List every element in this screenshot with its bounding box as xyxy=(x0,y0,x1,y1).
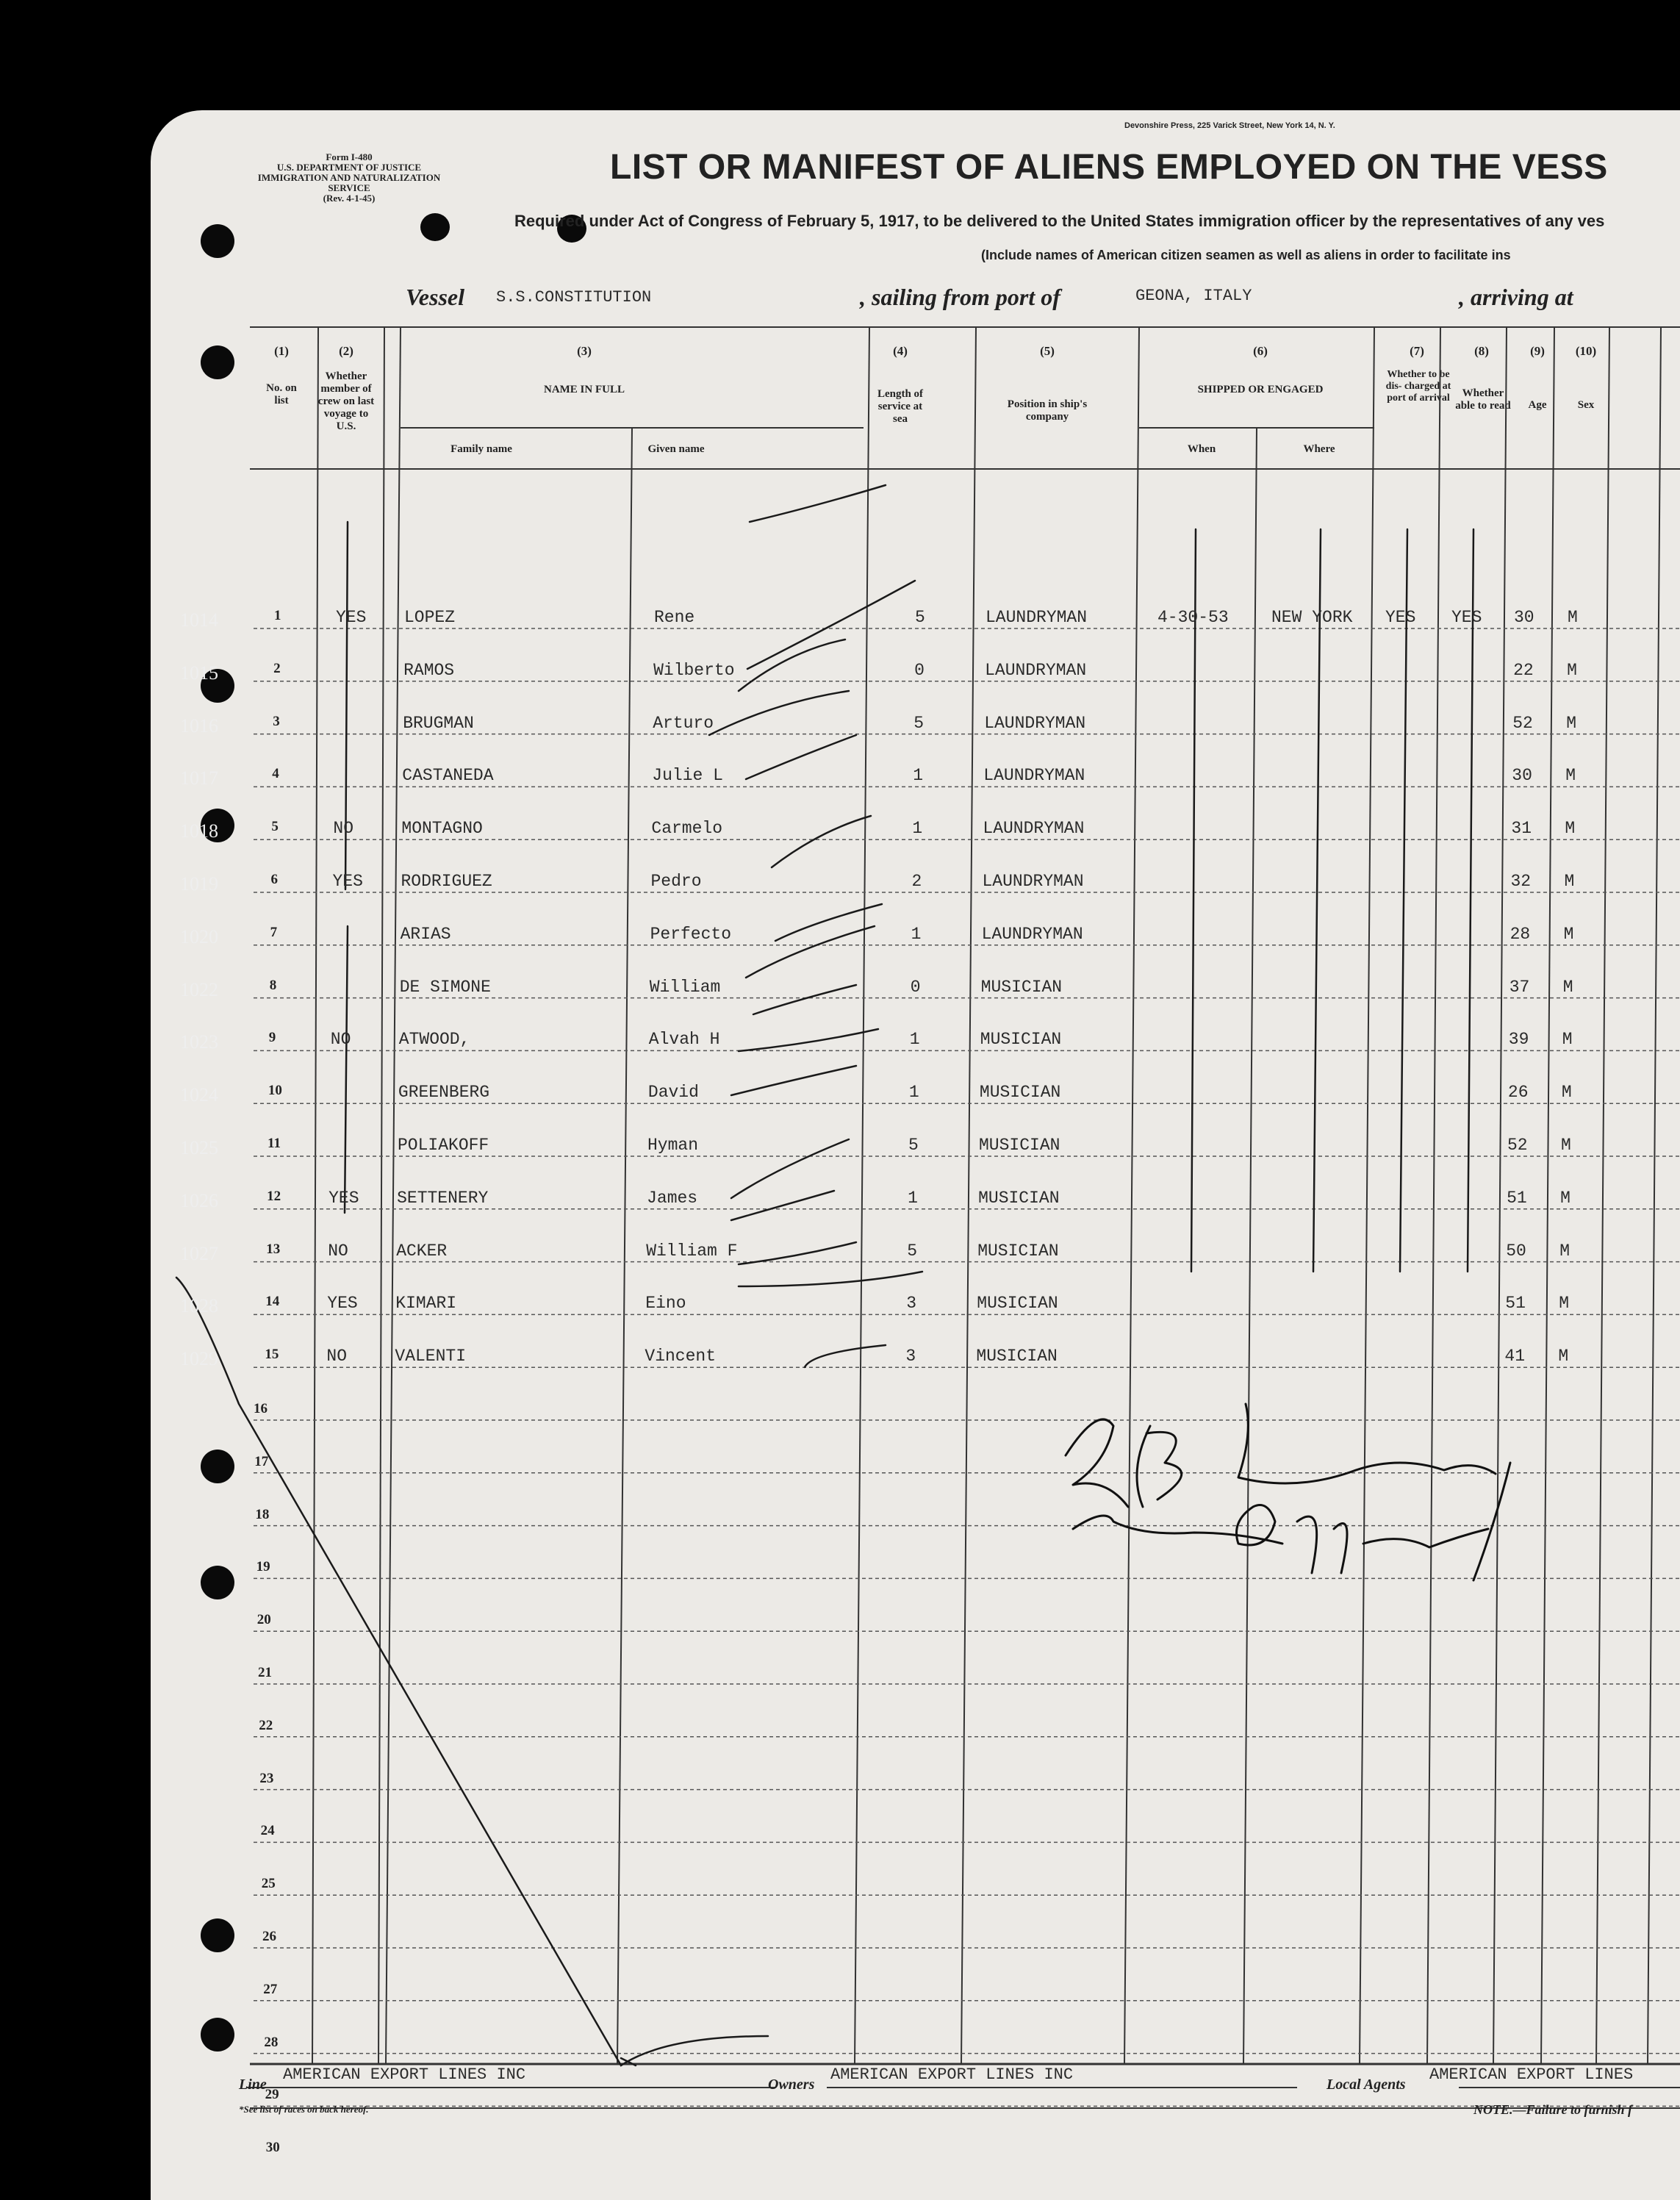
crew-member-cell: NO xyxy=(326,1347,347,1366)
age-cell: 22 xyxy=(1513,660,1534,680)
crew-member-cell: YES xyxy=(329,1188,359,1208)
given-name-cell: Hyman xyxy=(647,1136,699,1155)
age-cell: 32 xyxy=(1510,872,1532,891)
row-number: 8 xyxy=(269,977,277,993)
left-row-number: 1028 xyxy=(180,1295,218,1317)
col3-header: NAME IN FULL xyxy=(543,384,625,395)
discharged-cell: YES xyxy=(1385,608,1416,627)
service-length-cell: 2 xyxy=(911,872,922,891)
position-cell: MUSICIAN xyxy=(979,1136,1060,1155)
sex-cell: M xyxy=(1568,608,1578,627)
family-name-cell: BRUGMAN xyxy=(403,713,474,733)
age-cell: 31 xyxy=(1511,819,1532,839)
failure-note: NOTE.—Failure to furnish f xyxy=(1473,2102,1633,2117)
row-number: 2 xyxy=(273,660,281,676)
crew-member-cell: NO xyxy=(333,819,353,839)
service-name: IMMIGRATION AND NATURALIZATION SERVICE xyxy=(257,172,441,193)
empty-line-number: 19 xyxy=(256,1559,270,1575)
service-length-cell: 5 xyxy=(915,608,925,627)
form-number: Form I-480 xyxy=(326,151,373,162)
sex-cell: M xyxy=(1565,766,1576,786)
left-row-number: 1014 xyxy=(180,609,218,631)
age-cell: 51 xyxy=(1505,1294,1526,1314)
sex-cell: M xyxy=(1564,872,1575,891)
sex-cell: M xyxy=(1562,977,1573,997)
owners-value: AMERICAN EXPORT LINES INC xyxy=(830,2065,1074,2084)
service-length-cell: 0 xyxy=(914,660,925,680)
age-cell: 37 xyxy=(1509,977,1530,997)
crew-member-cell: YES xyxy=(336,608,367,627)
row-number: 1 xyxy=(274,608,281,623)
age-cell: 26 xyxy=(1507,1083,1529,1103)
col10-header: Sex xyxy=(1577,399,1595,411)
left-row-number: 1015 xyxy=(180,662,218,684)
signature-text xyxy=(1194,1426,1202,1427)
row-number: 5 xyxy=(271,819,279,835)
sex-cell: M xyxy=(1561,1136,1571,1155)
age-cell: 30 xyxy=(1512,766,1532,786)
given-name-cell: Eino xyxy=(645,1294,686,1314)
shipped-when-cell: 4-30-53 xyxy=(1157,608,1229,627)
able-to-read-cell: YES xyxy=(1451,608,1482,627)
sex-cell: M xyxy=(1565,819,1576,839)
vessel-name: S.S.CONSTITUTION xyxy=(496,288,652,307)
left-row-number: 1029 xyxy=(180,1348,218,1370)
col2-number: (2) xyxy=(339,344,353,358)
sex-cell: M xyxy=(1567,660,1577,680)
position-cell: LAUNDRYMAN xyxy=(986,608,1088,627)
col6-header: SHIPPED OR ENGAGED xyxy=(1197,384,1324,395)
row-number: 6 xyxy=(270,872,278,887)
family-name-cell: ARIAS xyxy=(400,924,451,944)
sailing-label: , sailing from port of xyxy=(860,284,1060,310)
col9-number: (9) xyxy=(1530,344,1545,358)
empty-line-number: 30 xyxy=(265,2140,280,2156)
age-cell: 30 xyxy=(1514,608,1534,627)
department: U.S. DEPARTMENT OF JUSTICE xyxy=(276,162,422,173)
given-name-cell: Vincent xyxy=(645,1347,717,1366)
family-name-cell: MONTAGNO xyxy=(401,819,483,839)
footnote: *See list of races on back hereof. xyxy=(239,2104,369,2115)
row-number: 11 xyxy=(268,1136,281,1151)
age-cell: 50 xyxy=(1506,1241,1526,1261)
row-number: 3 xyxy=(273,713,280,729)
sex-cell: M xyxy=(1566,713,1576,733)
col10-number: (10) xyxy=(1575,344,1597,358)
age-cell: 52 xyxy=(1507,1136,1528,1155)
position-cell: LAUNDRYMAN xyxy=(983,819,1085,839)
crew-member-cell: NO xyxy=(328,1241,348,1261)
col3-number: (3) xyxy=(577,344,592,358)
age-cell: 28 xyxy=(1510,924,1531,944)
given-name-cell: Wilberto xyxy=(653,660,735,680)
position-cell: LAUNDRYMAN xyxy=(981,924,1083,944)
owners-label: Owners xyxy=(768,2077,815,2093)
empty-line-number: 17 xyxy=(254,1453,269,1469)
family-name-cell: GREENBERG xyxy=(398,1083,490,1103)
col3b-header: Given name xyxy=(647,443,705,455)
service-length-cell: 1 xyxy=(912,819,923,839)
service-length-cell: 1 xyxy=(908,1188,918,1208)
left-row-number: 1026 xyxy=(180,1189,218,1211)
left-row-number: 1023 xyxy=(180,1031,218,1053)
printer-imprint: Devonshire Press, 225 Varick Street, New York 14, N. Y. xyxy=(1124,121,1335,130)
position-cell: LAUNDRYMAN xyxy=(984,713,1086,733)
line-label: Line xyxy=(239,2077,267,2093)
empty-line-number: 25 xyxy=(261,1876,276,1892)
subtitle: Required under Act of Congress of February 5, 1917, to be delivered to the United States immigration officer by the representatives of any ves xyxy=(514,212,1605,230)
col8-number: (8) xyxy=(1474,344,1489,358)
port-name: GEONA, ITALY xyxy=(1135,287,1252,305)
empty-line-number: 18 xyxy=(255,1506,270,1522)
service-length-cell: 5 xyxy=(913,713,924,733)
empty-line-number: 29 xyxy=(265,2087,279,2103)
age-cell: 51 xyxy=(1507,1188,1527,1208)
given-name-cell: Arturo xyxy=(653,713,714,733)
left-row-number: 1024 xyxy=(180,1084,218,1106)
vessel-label: Vessel xyxy=(406,284,464,310)
empty-line-number: 20 xyxy=(256,1612,271,1628)
row-number: 13 xyxy=(266,1241,281,1257)
given-name-cell: James xyxy=(647,1188,698,1208)
left-row-number: 1027 xyxy=(180,1242,218,1264)
left-row-number: 1017 xyxy=(180,767,218,789)
empty-line-number: 21 xyxy=(258,1665,272,1680)
left-row-number: 1019 xyxy=(180,873,218,895)
row-number: 14 xyxy=(265,1294,280,1310)
empty-line-number: 27 xyxy=(263,1981,278,1997)
family-name-cell: RAMOS xyxy=(403,660,455,680)
service-length-cell: 1 xyxy=(911,924,922,944)
col7-number: (7) xyxy=(1410,344,1424,358)
sex-cell: M xyxy=(1559,1294,1570,1314)
position-cell: MUSICIAN xyxy=(979,1083,1061,1103)
arriving-label: , arriving at xyxy=(1459,284,1573,310)
left-row-number: 1018 xyxy=(180,820,218,842)
crew-member-cell: YES xyxy=(332,872,363,891)
family-name-cell: VALENTI xyxy=(395,1347,467,1366)
sex-cell: M xyxy=(1562,1030,1573,1050)
col1-header: No. on list xyxy=(266,382,297,406)
sex-cell: M xyxy=(1558,1347,1569,1366)
service-length-cell: 3 xyxy=(906,1294,917,1314)
family-name-cell: ACKER xyxy=(396,1241,448,1261)
col8-header: Whether able to read xyxy=(1455,387,1511,412)
given-name-cell: Alvah H xyxy=(648,1030,720,1050)
line-value: AMERICAN EXPORT LINES INC xyxy=(283,2065,526,2084)
left-row-number: 1016 xyxy=(180,714,218,737)
age-cell: 41 xyxy=(1504,1347,1525,1366)
col7-header: Whether to be dis- charged at port of arrival xyxy=(1385,369,1451,404)
position-cell: MUSICIAN xyxy=(980,977,1063,997)
service-length-cell: 3 xyxy=(905,1347,916,1366)
empty-line-number: 28 xyxy=(264,2034,279,2050)
agents-value: AMERICAN EXPORT LINES xyxy=(1429,2065,1634,2084)
position-cell: MUSICIAN xyxy=(976,1347,1058,1366)
empty-line-number: 24 xyxy=(260,1823,275,1839)
form-revision: (Rev. 4-1-45) xyxy=(323,193,376,204)
service-length-cell: 5 xyxy=(908,1136,919,1155)
position-cell: MUSICIAN xyxy=(978,1188,1060,1208)
col9-header: Age xyxy=(1528,399,1547,411)
position-cell: MUSICIAN xyxy=(977,1241,1059,1261)
sex-cell: M xyxy=(1563,924,1574,944)
given-name-cell: David xyxy=(647,1083,699,1103)
row-number: 10 xyxy=(268,1083,282,1099)
col4-header: Length of service at sea xyxy=(877,388,924,425)
family-name-cell: SETTENERY xyxy=(397,1188,489,1208)
row-number: 12 xyxy=(267,1188,281,1204)
given-name-cell: William xyxy=(649,977,721,997)
service-length-cell: 1 xyxy=(913,766,924,786)
sex-cell: M xyxy=(1560,1188,1570,1208)
position-cell: LAUNDRYMAN xyxy=(983,766,1085,786)
col6-number: (6) xyxy=(1253,344,1268,358)
officer-signature xyxy=(151,110,1680,2200)
family-name-cell: DE SIMONE xyxy=(399,977,491,997)
manifest-page xyxy=(151,110,1680,2200)
given-name-cell: Rene xyxy=(654,608,695,627)
family-name-cell: POLIAKOFF xyxy=(398,1136,489,1155)
row-number: 15 xyxy=(265,1347,279,1363)
col5-header: Position in ship's company xyxy=(1007,398,1088,423)
age-cell: 39 xyxy=(1508,1030,1529,1050)
page-title: LIST OR MANIFEST OF ALIENS EMPLOYED ON THE VESS xyxy=(610,148,1608,187)
col1-number: (1) xyxy=(274,344,289,358)
row-number: 9 xyxy=(268,1030,276,1046)
empty-line-number: 16 xyxy=(254,1401,268,1416)
family-name-cell: KIMARI xyxy=(395,1294,457,1314)
row-number: 7 xyxy=(270,924,278,940)
col5-number: (5) xyxy=(1040,344,1055,358)
col4-number: (4) xyxy=(893,344,908,358)
given-name-cell: Julie L xyxy=(652,766,723,786)
position-cell: MUSICIAN xyxy=(980,1030,1062,1050)
crew-member-cell: NO xyxy=(330,1030,351,1050)
empty-line-number: 22 xyxy=(259,1717,273,1733)
left-row-number: 1025 xyxy=(180,1137,218,1158)
position-cell: LAUNDRYMAN xyxy=(985,660,1087,680)
sex-cell: M xyxy=(1561,1083,1572,1103)
shipped-where-cell: NEW YORK xyxy=(1271,608,1353,627)
col6b-header: Where xyxy=(1303,443,1335,455)
crew-member-cell: YES xyxy=(327,1294,358,1314)
family-name-cell: ATWOOD, xyxy=(398,1030,470,1050)
row-number: 4 xyxy=(272,766,279,782)
given-name-cell: Carmelo xyxy=(651,819,723,839)
position-cell: LAUNDRYMAN xyxy=(982,872,1084,891)
family-name-cell: LOPEZ xyxy=(404,608,456,627)
empty-line-number: 23 xyxy=(259,1770,274,1786)
agents-label: Local Agents xyxy=(1327,2077,1406,2093)
given-name-cell: William F xyxy=(646,1241,738,1261)
left-row-number: 1020 xyxy=(180,925,218,947)
given-name-cell: Perfecto xyxy=(650,924,732,944)
service-length-cell: 5 xyxy=(907,1241,917,1261)
col6a-header: When xyxy=(1187,443,1216,455)
col2-header: Whether member of crew on last voyage to U.S. xyxy=(317,370,375,432)
family-name-cell: CASTANEDA xyxy=(402,766,494,786)
given-name-cell: Pedro xyxy=(650,872,702,891)
empty-line-number: 26 xyxy=(262,1929,276,1944)
service-length-cell: 1 xyxy=(908,1083,919,1103)
service-length-cell: 1 xyxy=(909,1030,920,1050)
service-length-cell: 0 xyxy=(910,977,921,997)
age-cell: 52 xyxy=(1512,713,1533,733)
left-row-number: 1022 xyxy=(180,978,218,1000)
subtitle-note: (Include names of American citizen seamen as well as aliens in order to facilitate ins xyxy=(981,248,1511,262)
col3a-header: Family name xyxy=(450,443,512,455)
family-name-cell: RODRIGUEZ xyxy=(401,872,492,891)
position-cell: MUSICIAN xyxy=(977,1294,1058,1314)
sex-cell: M xyxy=(1559,1241,1570,1261)
